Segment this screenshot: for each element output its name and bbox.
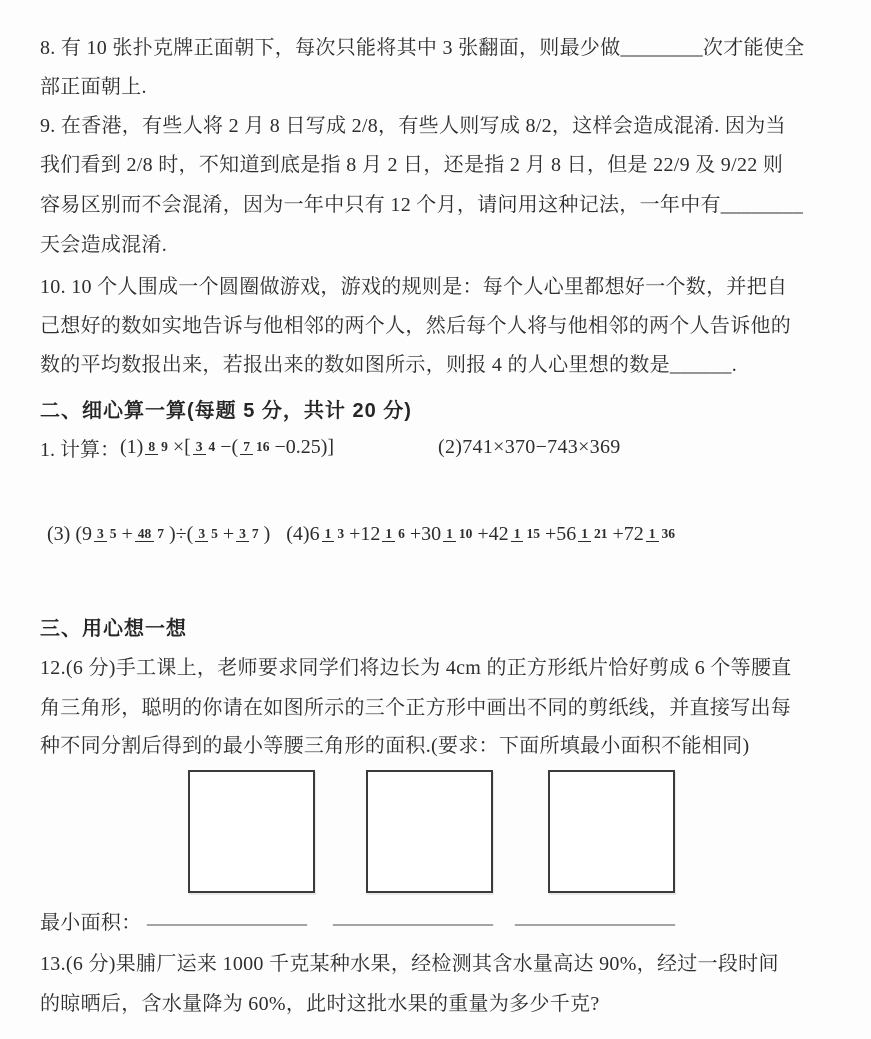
min-area-label: 最小面积： <box>40 912 142 934</box>
question-12-line-2: 角三角形，聪明的你请在如图所示的三个正方形中画出不同的剪纸线，并直接写出每 <box>40 697 792 719</box>
question-9-line-3: 容易区别而不会混淆，因为一年中只有 12 个月，请问用这种记法，一年中有________ <box>40 194 804 216</box>
question-13-line-1: 13.(6 分)果脯厂运来 1000 千克某种水果，经检测其含水量高达 90%，经过一段时间 <box>40 953 779 975</box>
question-10-line-3: 数的平均数报出来，若报出来的数如图所示，则报 4 的人心里想的数是______. <box>40 354 737 376</box>
question-8-line-1: 8. 有 10 张扑克牌正面朝下，每次只能将其中 3 张翻面，则最少做________次才能使全 <box>40 37 805 59</box>
question-9-line-4: 天会造成混淆. <box>40 234 168 256</box>
min-area-blank-1: ________________ <box>147 906 307 928</box>
calc-expression-2: (2)741×370−743×369 <box>438 436 621 458</box>
section-2-heading: 二、细心算一算(每题 5 分，共计 20 分) <box>40 400 412 422</box>
question-10-line-1: 10. 10 个人围成一个圆圈做游戏，游戏的规则是：每个人心里都想好一个数，并把自 <box>40 276 788 298</box>
calc-expression-3: (3) (9 3 5 + 48 7 )÷( 3 5 + 3 7 ) <box>47 522 271 545</box>
calc-expression-1: (1) 8 9 ×[ 3 4 −( 7 16 −0.25)] <box>120 435 335 458</box>
square-box-3 <box>548 770 675 893</box>
min-area-blank-2: ________________ <box>333 906 493 928</box>
calc-row-2 <box>47 508 680 560</box>
question-9-line-1: 9. 在香港，有些人将 2 月 8 日写成 2/8，有些人则写成 8/2，这样会造成混淆. 因为当 <box>40 115 786 137</box>
square-box-2 <box>366 770 493 893</box>
calc-expression-4: (4)6 1 3 +12 1 6 +30 1 10 +42 1 15 +56 1 21 +72 1 36 <box>286 522 675 545</box>
calc-label: 1. 计算： <box>40 438 120 461</box>
question-12-line-3: 种不同分割后得到的最小等腰三角形的面积.(要求：下面所填最小面积不能相同) <box>40 735 750 757</box>
square-box-1 <box>188 770 315 893</box>
calc-row-1 <box>40 424 334 470</box>
question-10-line-2: 己想好的数如实地告诉与他相邻的两个人，然后每个人将与他相邻的两个人告诉他的 <box>40 315 792 337</box>
question-13-line-2: 的晾晒后，含水量降为 60%，此时这批水果的重量为多少千克? <box>40 993 600 1015</box>
question-9-line-2: 我们看到 2/8 时，不知道到底是指 8 月 2 日，还是指 2 月 8 日，但是 22/9 及 9/22 则 <box>40 154 784 176</box>
question-12-line-1: 12.(6 分)手工课上，老师要求同学们将边长为 4cm 的正方形纸片恰好剪成 6 个等腰直 <box>40 657 792 679</box>
section-3-heading: 三、用心想一想 <box>40 618 187 640</box>
min-area-blank-3: ________________ <box>515 906 675 928</box>
question-8-line-2: 部正面朝上. <box>40 76 147 98</box>
